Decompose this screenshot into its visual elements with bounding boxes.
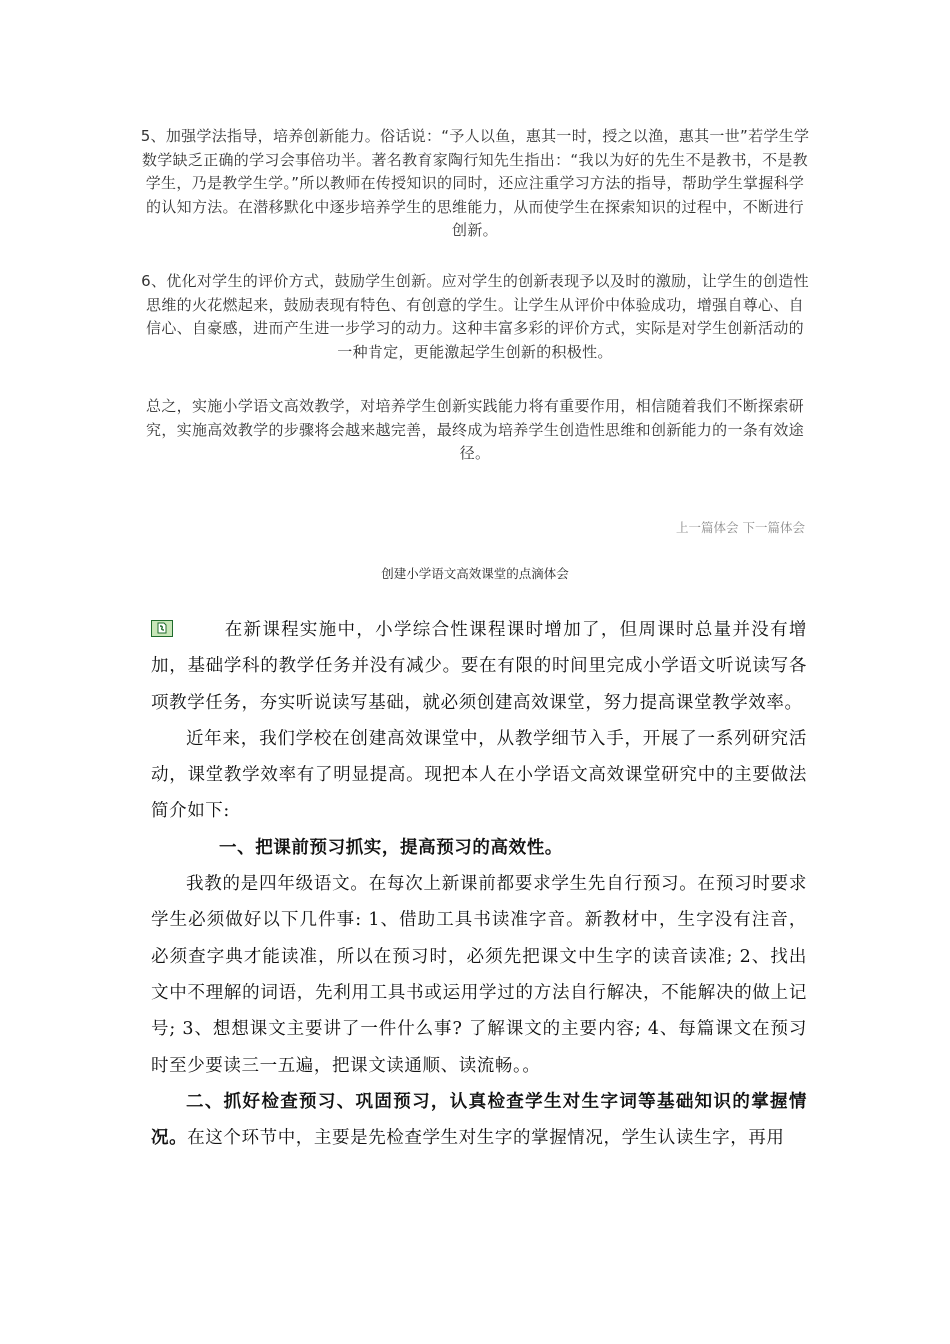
next-article-link[interactable]: 下一篇体会 — [742, 520, 805, 535]
prev-article-link[interactable]: 上一篇体会 — [675, 520, 739, 535]
paragraph-check-text: 在这个环节中，主要是先检查学生对生字的掌握情况，学生认读生字，再用 — [187, 1128, 785, 1149]
intro-text: 在新课程实施中，小学综合性课程课时增加了，但周课时总量并没有增加，基础学科的教学任务并没有减少。要在有限的时间里完成小学语文听说读写各项教学任务，夯实听说读写基础，就必须创建高效课堂，努力提高课堂教学效率。 — [151, 620, 807, 713]
article-title: 创建小学语文高效课堂的点滴体会 — [381, 566, 569, 581]
section-heading-2: 二、抓好检查预习、巩固预习，认真检查学生对生字词等基础知识的掌握情况。 — [151, 1091, 807, 1149]
conclusion-paragraph: 总之，实施小学语文高效教学，对培养学生创新实践能力将有重要作用，相信随着我们不断探索研究，实施高效教学的步骤将会越来越完善，最终成为培养学生创造性思维和创新能力的一条有效途径。 — [146, 397, 804, 462]
paragraph-recent-years: 近年来，我们学校在创建高效课堂中，从教学细节入手，开展了一系列研究活动，课堂教学效率有了明显提高。现把本人在小学语文高效课堂研究中的主要做法简介如下: — [151, 728, 807, 822]
article-navigation — [676, 518, 805, 536]
paragraph-5: 5、加强学法指导，培养创新能力。俗话说：“予人以鱼，惠其一时，授之以渔，惠其一世”若学生学数学缺乏正确的学习会事倍功半。著名教育家陶行知先生指出：“我以为好的先生不是教书，不是教学生，乃是教学生学。”所以教师在传授知识的同时，还应注重学习方法的指导，帮助学生掌握科学的认知方法。在潜移默化中逐步培养学生的思维能力，从而使学生在探索知识的过程中，不断进行创新。 — [140, 127, 810, 239]
section-heading-1: 一、把课前预习抓实，提高预习的高效性。 — [219, 837, 563, 858]
article-body — [151, 612, 807, 1156]
intro-paragraph — [151, 612, 807, 721]
paragraph-6: 6、优化对学生的评价方式，鼓励学生创新。应对学生的创新表现予以及时的激励，让学生的创造性思维的火花燃起来，鼓励表现有特色、有创意的学生。让学生从评价中体验成功，增强自尊心、自信心、自豪感，进而产生进一步学习的动力。这种丰富多彩的评价方式，实际是对学生创新活动的一种肯定，更能激起学生创新的积极性。 — [141, 272, 809, 361]
paragraph-preview: 我教的是四年级语文。在每次上新课前都要求学生先自行预习。在预习时要求学生必须做好以下几件事: 1、借助工具书读准字音。新教材中，生字没有注音，必须查字典才能读准，所以在预习时，必须先把课文中生字的读音读准; 2、找出文中不理解的词语，先利用工具书或运用学过的方法自行解决，不能解决的做上记号; 3、想想课文主要讲了一件什么事? 了解课文的主要内容; 4、每篇课文在预习时至少要读三一五遍，把课文读通顺、读流畅。。 — [151, 874, 807, 1076]
paragraph-check-preview — [151, 1084, 807, 1157]
document-icon — [151, 620, 173, 637]
